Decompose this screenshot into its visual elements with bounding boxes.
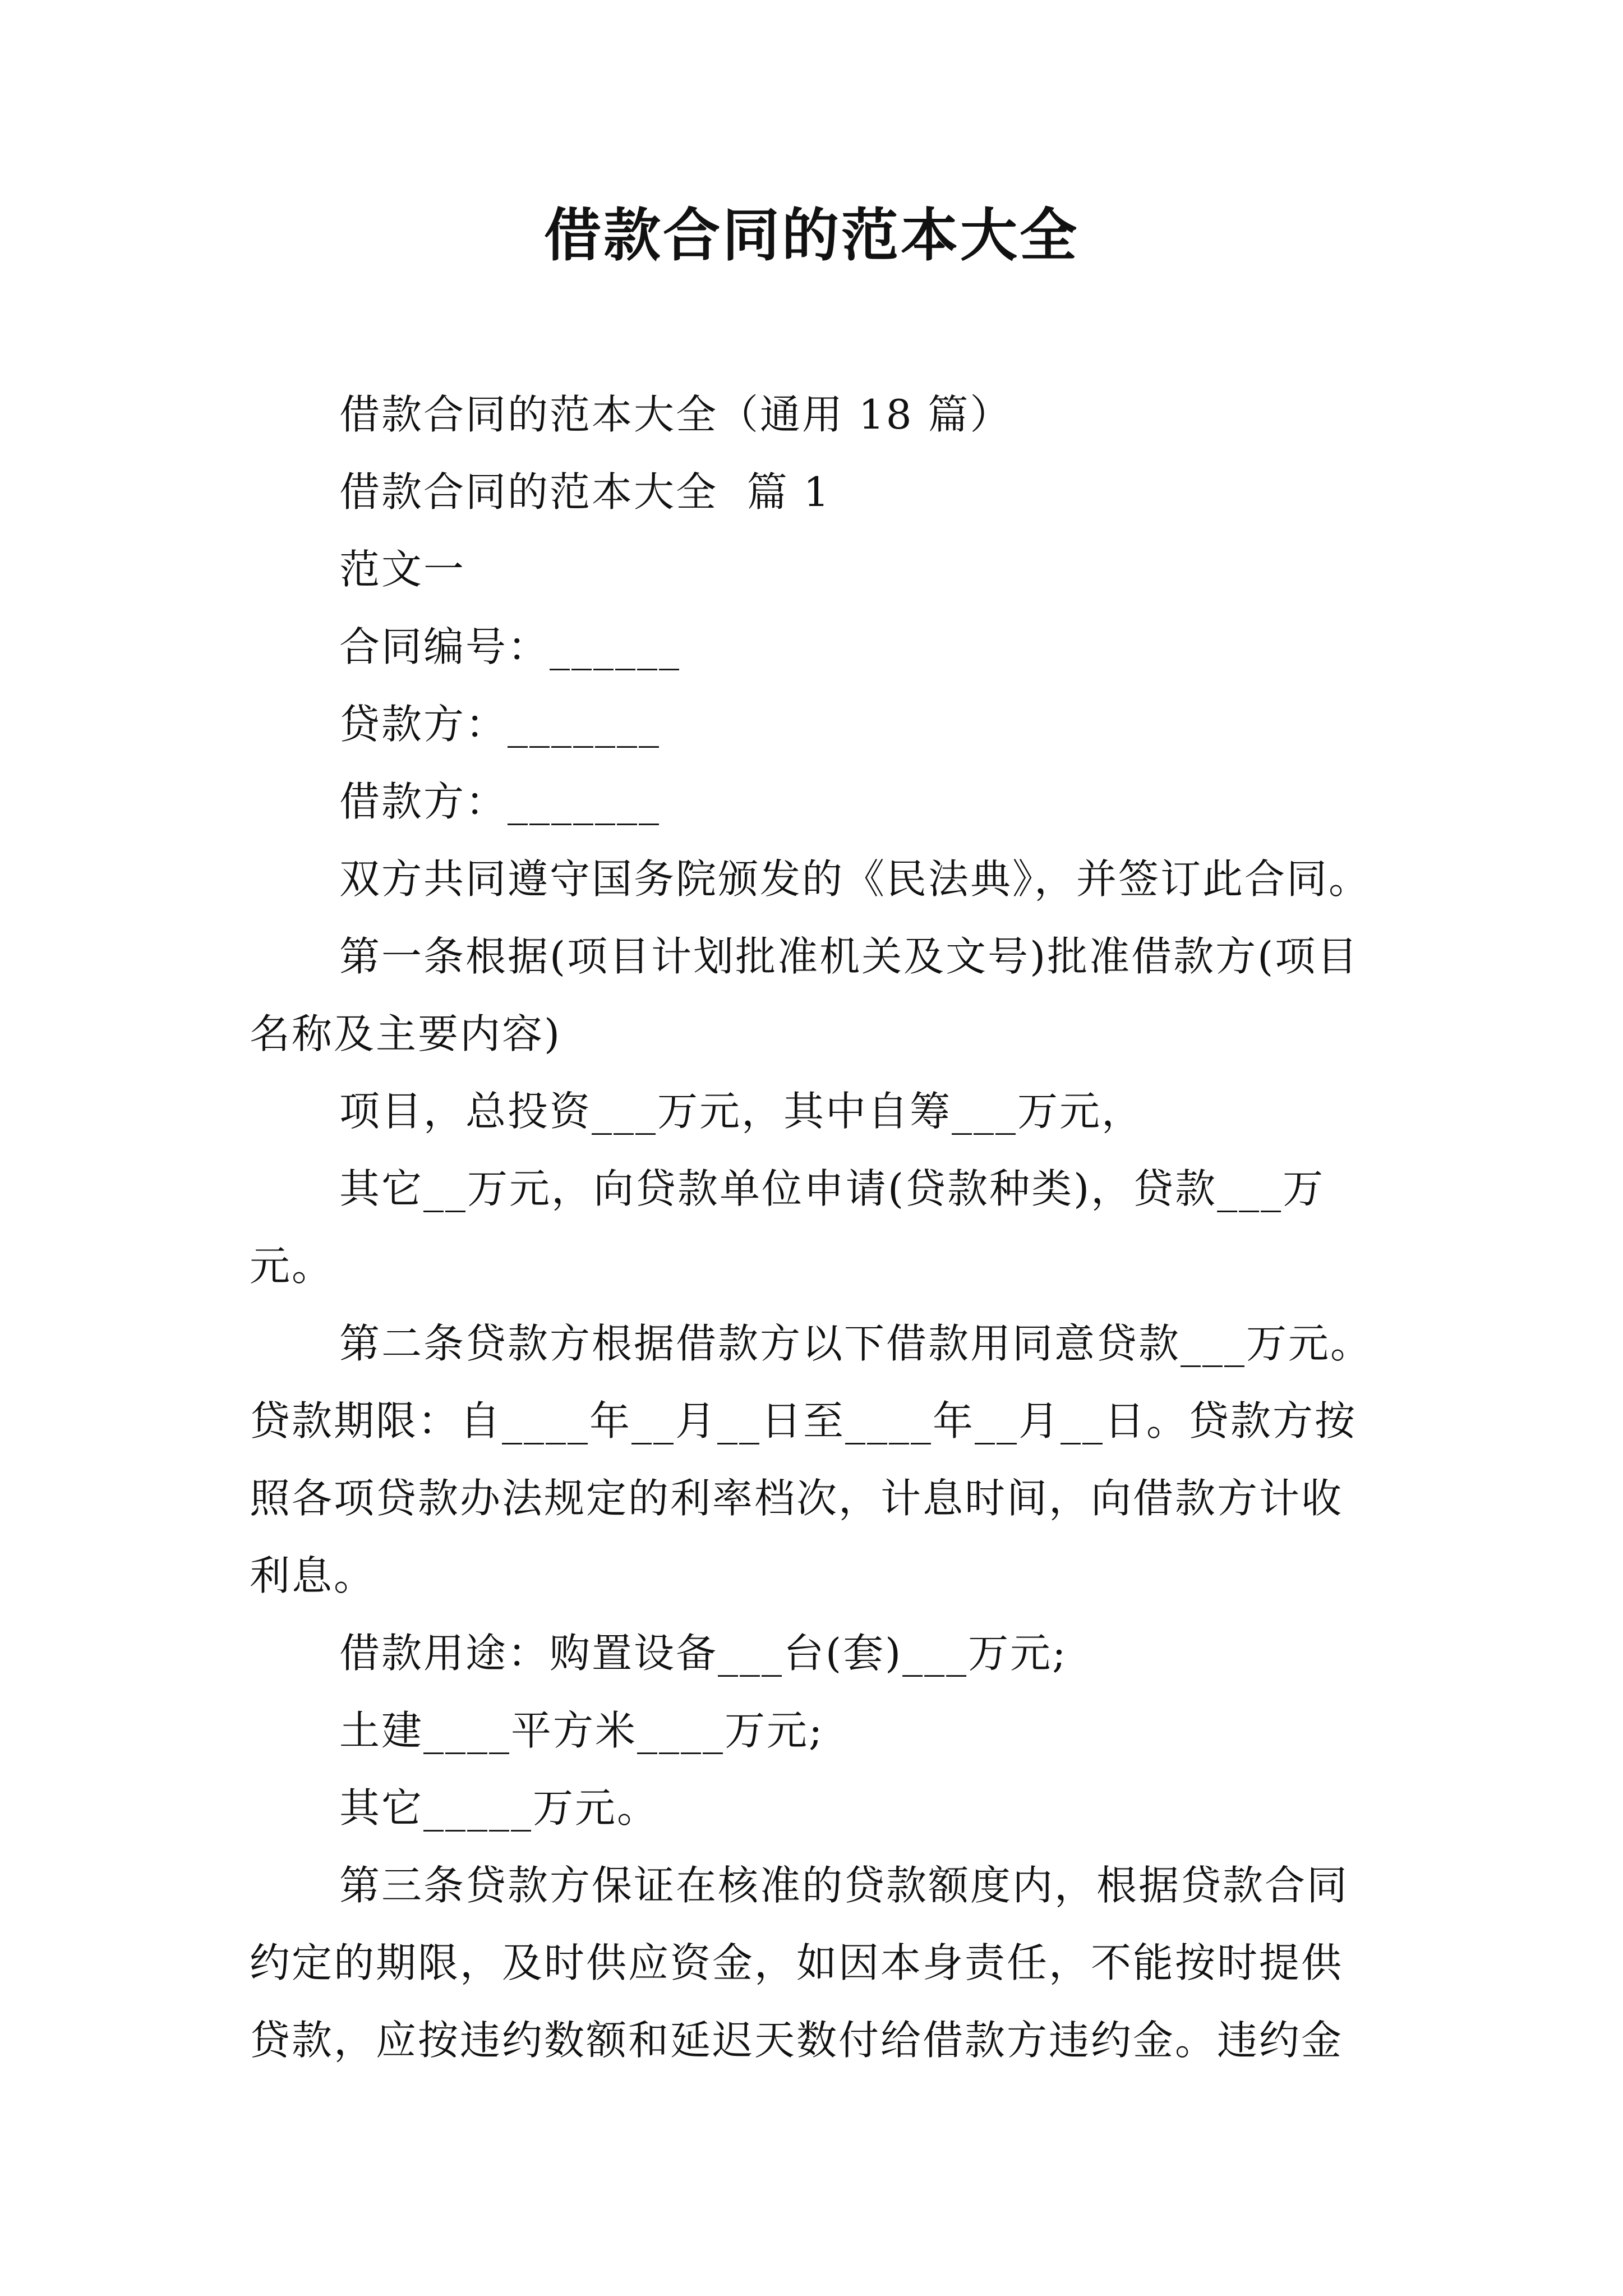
paragraph-contract-number: 合同编号：______ <box>339 623 681 670</box>
paragraph-section-heading: 借款合同的范本大全 篇 1 <box>339 468 831 516</box>
document-title: 借款合同的范本大全 <box>544 202 1079 269</box>
paragraph-other: 其它_____万元。 <box>339 1784 660 1832</box>
paragraph-subtitle: 借款合同的范本大全（通用 18 篇） <box>339 391 1012 438</box>
paragraph-agreement: 双方共同遵守国务院颁发的《民法典》，并签订此合同。 <box>339 855 1371 903</box>
paragraph-sample-label: 范文一 <box>339 546 466 593</box>
paragraph-article-2: 第二条贷款方根据借款方以下借款用同意贷款___万元。贷款期限：自____年__月__日至____年__月__日。贷款方按照各项贷款办法规定的利率档次，计息时间，向借款方计收利息。 <box>250 1320 1373 1599</box>
paragraph-article-3: 第三条贷款方保证在核准的贷款额度内，根据贷款合同约定的期限，及时供应资金，如因本身责任，不能按时提供贷款，应按违约数额和延迟天数付给借款方违约金。违约金 <box>250 1862 1349 2064</box>
paragraph-article-1: 第一条根据(项目计划批准机关及文号)批准借款方(项目名称及主要内容) <box>250 933 1359 1057</box>
paragraph-construction: 土建____平方米____万元; <box>339 1707 824 1754</box>
document-body <box>250 376 1382 2079</box>
paragraph-investment: 项目，总投资___万元，其中自筹___万元， <box>339 1088 1144 1135</box>
paragraph-borrower: 借款方：_______ <box>339 778 661 825</box>
paragraph-other-funds: 其它__万元，向贷款单位申请(贷款种类)，贷款___万元。 <box>250 1165 1325 1290</box>
paragraph-loan-purpose: 借款用途：购置设备___台(套)___万元; <box>339 1630 1068 1677</box>
paragraph-lender: 贷款方：_______ <box>339 701 661 748</box>
